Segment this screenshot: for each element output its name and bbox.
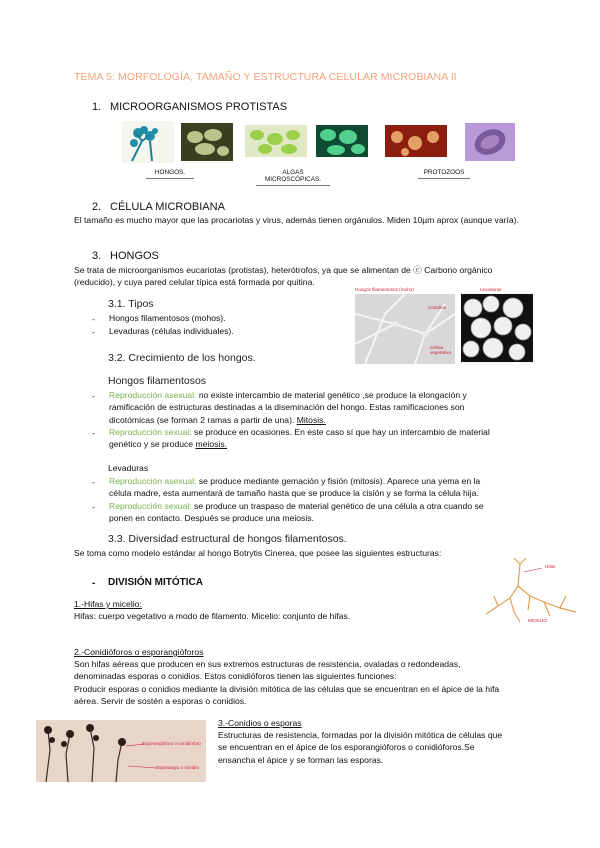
section-3-heading: 3. HONGOS (92, 250, 159, 262)
algas-image-2 (316, 125, 368, 157)
fil-asex-text: Reproducción asexual: no existe intercambio de material genético ,se produce la elongación y ramificación de estructuras destinadas a la diseminación del hongo. Estas ramificaciones son dicotómicas (se forman 2 ramas a partir de una). Mitosis. (109, 390, 467, 425)
conidios-photo (36, 720, 206, 782)
lev-asex-text: Reproducción asexual: se produce mediante gemación y fisión (mitosis). Aparece una yema en la célula madre, esta aumentará de tamaño hasta que se produce la cisión y se forma la célula hija. (109, 476, 481, 499)
caption-algas: ALGAS MICROSCÓPICAS. (256, 169, 330, 186)
diversidad-heading: 3.3. Diversidad estructural de hongos filamentosos. (108, 533, 347, 545)
caption-protozoos: PROTOZOOS (418, 169, 470, 179)
tipos-item-2: Levaduras (células individuales). (109, 326, 234, 336)
algas-image-1 (245, 125, 307, 157)
levaduras-heading: Levaduras (108, 463, 149, 473)
protozoos-image-1 (385, 125, 447, 157)
hifas-text: Hifas: cuerpo vegetativo a modo de filamento. Micelio: conjunto de hifas. (74, 611, 351, 621)
protozoos-image-2 (465, 123, 515, 161)
celula-label: Célula vegetativa (430, 345, 451, 355)
section-2-text: El tamaño es mucho mayor que las procariotas y virus, además tienen orgánulos. Miden 10µm aprox (aunque varía). (74, 215, 519, 225)
section-3-text: Se trata de microorganismos eucariotas (protistas), heterótrofos, ya que se alimentan de ⓒ Carbono orgánico (reducido), y cuya pared celular típica está formada por quitina. (74, 265, 493, 288)
yeast-label: Levaduras (480, 287, 502, 292)
section-1-heading: 1. MICROORGANISMOS PROTISTAS (92, 101, 288, 113)
esporangio2-label: Esporangio o conidio (156, 765, 199, 770)
hongos-image-2 (181, 123, 233, 161)
filamentosos-heading: Hongos filamentosos (108, 375, 207, 387)
esporangio-label: Esporangióforo o conidióforo (142, 741, 201, 746)
section-2-heading: 2. CÉLULA MICROBIANA (92, 201, 225, 213)
fil-sex-bullet: - (92, 428, 95, 438)
fil-sex-text: Reproducción sexual: se produce en ocasiones. En este caso sí que hay un intercambio de material genético y se produce meiosis. (109, 427, 490, 450)
conidioforos-text: Son hifas aéreas que producen en sus extremos estructuras de resistencia, ovaladas o redondeadas, denominadas esporas o conidios. Estos conidióforos tienen las siguientes funciones: Producir esporas o conidios mediante la división mitótica de las células que se encuentran en el ápice de la hifa aérea. Servir de sostén a esporas o conidios. (74, 659, 500, 706)
division-bullet: - (92, 578, 96, 589)
division-heading: DIVISIÓN MITÓTICA (108, 577, 203, 588)
hongos-image-1 (122, 121, 174, 163)
conidios-heading: 3.-Conidios o esporas (218, 718, 302, 728)
tipos-heading: 3.1. Tipos (108, 298, 154, 310)
hifas-heading: 1.-Hifas y micelio: (74, 599, 142, 609)
tipos-bullet-2: - (92, 327, 95, 337)
lev-asex-bullet: - (92, 477, 95, 487)
hifas-label: Hifas (545, 564, 556, 569)
conidios-text: Estructuras de resistencia, formadas por la división mitótica de células que se encuentran en el ápice de los esporangióforos o conidióforos.Se ensancha el ápice y se forman las esporas. (218, 730, 503, 765)
micelio-label: MICELIO (528, 618, 547, 623)
lev-sex-text: Reproducción sexual: se produce un traspaso de material genético de una célula a otra cuando se ponen en contacto. Después se produce una meiosis. (109, 501, 484, 524)
lev-sex-bullet: - (92, 502, 95, 512)
diversidad-text: Se toma como modelo estándar al hongo Botrytis Cinerea, que posee las siguientes estructuras: (74, 548, 442, 558)
yeast-micrograph (461, 294, 533, 362)
tipos-bullet-1: - (92, 314, 95, 324)
micrograph-label: Hongos filamentosos (moho) (355, 287, 414, 292)
crecimiento-heading: 3.2. Crecimiento de los hongos. (108, 352, 256, 364)
fil-asex-bullet: - (92, 391, 95, 401)
document-title: TEMA 5: MORFOLOGÍA, TAMAÑO Y ESTRUCTURA CELULAR MICROBIANA II (74, 71, 457, 83)
caption-hongos: HONGOS. (146, 169, 194, 179)
conidioforos-heading: 2.-Conidióforos o esporangióforos (74, 647, 204, 657)
micelio-diagram (480, 556, 580, 626)
tipos-item-1: Hongos filamentosos (mohos). (109, 313, 226, 323)
conidios-label: Conidios (428, 305, 446, 310)
